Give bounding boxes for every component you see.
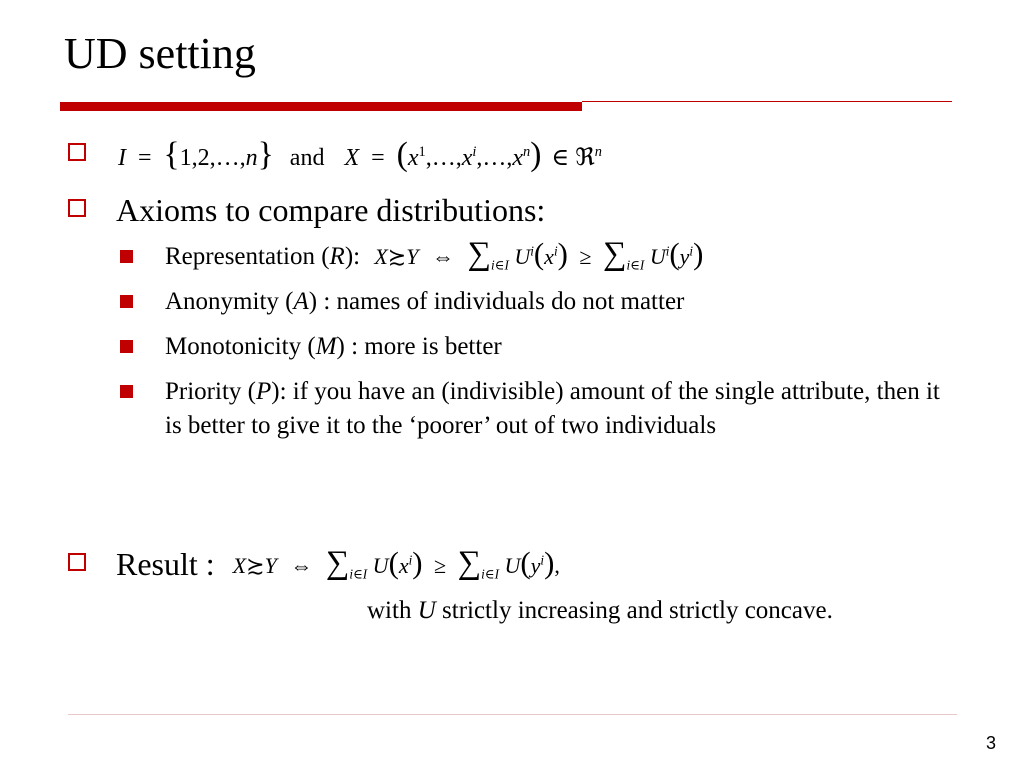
axiom-after: ) : more is better (336, 333, 502, 360)
math-supi: i (472, 144, 477, 160)
math-U: U (649, 244, 666, 269)
footer-divider (68, 714, 957, 715)
set-definition-formula (118, 138, 602, 178)
axiom-monotonicity (165, 330, 502, 364)
box-bullet-icon (68, 553, 86, 571)
math-Y: Y (264, 553, 277, 578)
box-bullet-icon (68, 199, 86, 217)
math-pref: ≿ (387, 244, 407, 269)
math-I: I (118, 145, 126, 171)
math-x1: x (407, 145, 419, 171)
math-geq: ≥ (579, 244, 592, 269)
math-supn2: n (594, 144, 602, 160)
math-U: U (514, 244, 531, 269)
math-U-sup: i (530, 243, 534, 259)
math-Y: Y (406, 244, 419, 269)
math-xn: x (512, 145, 524, 171)
math-eq2: = (371, 145, 385, 171)
math-rparen: ) (530, 136, 542, 173)
result-formula (232, 545, 560, 582)
axiom-letter: P (255, 378, 272, 405)
math-sum: ∑ (467, 236, 492, 272)
note-U: U (417, 597, 436, 624)
math-U: U (372, 553, 389, 578)
math-y: y (679, 244, 690, 269)
math-lparen: ( (520, 546, 531, 580)
math-sum: ∑ (602, 236, 627, 272)
page-number: 3 (985, 733, 996, 753)
math-comma: , (554, 553, 560, 578)
axiom-label: Anonymity ( (165, 288, 294, 315)
math-lparen: ( (396, 136, 408, 173)
box-bullet-icon (68, 143, 86, 161)
math-y-sup: i (689, 243, 694, 259)
math-n: n (245, 145, 258, 171)
math-lparen: ( (669, 237, 680, 271)
math-lbrace: { (163, 136, 180, 173)
math-dots1: ,…, (425, 145, 462, 171)
math-X: X (344, 145, 360, 171)
math-X: X (374, 244, 388, 269)
representation-formula (374, 236, 704, 273)
math-pref: ≿ (246, 553, 265, 578)
result-note (367, 594, 833, 628)
math-rparen: ) (544, 546, 555, 580)
math-dots2: ,…, (476, 145, 513, 171)
math-y: y (530, 553, 541, 578)
axiom-label: Priority ( (165, 378, 256, 405)
math-U-sup: i (665, 243, 670, 259)
math-U: U (504, 553, 521, 578)
axioms-heading: Axioms to compare distributions: (116, 192, 546, 228)
axiom-letter: R (329, 243, 345, 270)
math-x: x (398, 553, 409, 578)
square-bullet-icon (120, 340, 133, 353)
square-bullet-icon (120, 250, 133, 263)
title-underline-thick (60, 102, 582, 111)
result-line (116, 544, 560, 586)
math-sup1: 1 (418, 144, 426, 160)
math-lparen: ( (533, 237, 545, 271)
math-sum-sub: i∈I (481, 566, 499, 582)
math-eq: = (138, 145, 152, 171)
math-xi: x (461, 145, 473, 171)
math-sum: ∑ (325, 545, 350, 581)
math-set: 1,2,…, (179, 145, 246, 171)
math-lparen: ( (388, 546, 399, 580)
axiom-priority (165, 375, 955, 443)
math-iff: ⇔ (431, 244, 454, 269)
math-rbrace: } (257, 136, 274, 173)
axiom-after: ) : names of individuals do not matter (308, 288, 685, 315)
math-R: ℜ (575, 145, 595, 171)
result-label: Result : (116, 546, 215, 582)
math-X: X (232, 553, 247, 578)
axiom-letter: A (293, 288, 309, 315)
axiom-label: Monotonicity ( (165, 333, 316, 360)
note-pre: with (367, 597, 418, 624)
math-x-sup: i (553, 243, 558, 259)
math-geq: ≥ (434, 553, 447, 578)
note-post: strictly increasing and strictly concave. (435, 597, 833, 624)
math-rparen: ) (693, 237, 704, 271)
square-bullet-icon (120, 385, 133, 398)
math-y-sup: i (540, 552, 545, 568)
math-rparen: ) (412, 546, 423, 580)
axiom-letter: M (315, 333, 337, 360)
axiom-representation (165, 236, 704, 274)
math-sum-sub: i∈I (349, 566, 368, 582)
square-bullet-icon (120, 295, 133, 308)
math-x-sup: i (408, 552, 413, 568)
math-x: x (544, 244, 554, 269)
text-and: and (289, 145, 325, 171)
axiom-label: Representation ( (165, 243, 330, 270)
title-underline-thin (582, 101, 952, 102)
math-sum-sub: i∈I (491, 257, 509, 273)
math-in: ∈ (551, 145, 570, 171)
math-sum: ∑ (457, 545, 482, 581)
slide-title: UD setting (64, 29, 256, 78)
math-sum-sub: i∈I (626, 257, 645, 273)
math-supn: n (523, 144, 531, 160)
axiom-anonymity (165, 285, 684, 319)
math-rparen: ) (557, 237, 568, 271)
axiom-after: ): if you have an (indivisible) amount of the single attribute, then it is better to give it to the ‘poorer’ out of two individuals (165, 378, 940, 439)
axiom-after: ): (344, 243, 361, 270)
math-iff: ⇔ (290, 553, 313, 578)
